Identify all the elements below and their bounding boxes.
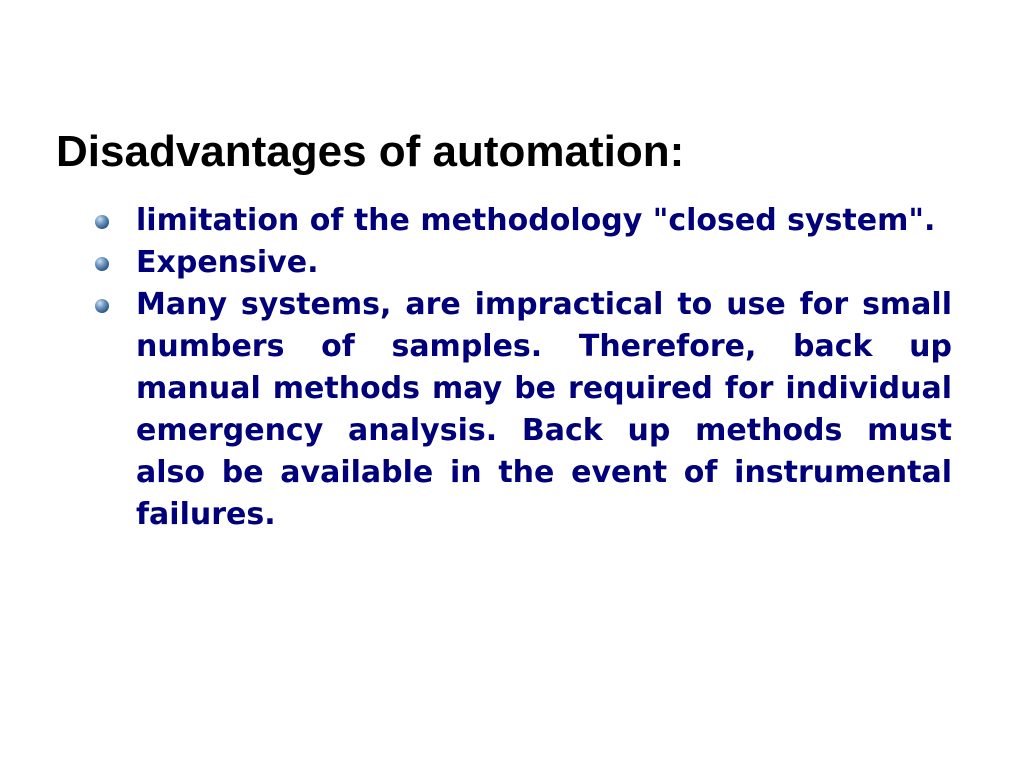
bullet-text: limitation of the methodology "closed system".: [136, 203, 936, 238]
bullet-sphere-icon: [95, 215, 109, 229]
bullet-sphere-icon: [95, 257, 109, 271]
bullet-item-closed-system: [90, 200, 952, 242]
bullet-text: Many systems, are impractical to use for small numbers of samples. Therefore, back up manual methods may be required for individual emergency analysis. Back up methods must also be available in the event of instrumental failures.: [136, 287, 952, 532]
bullet-sphere-icon: [95, 299, 109, 313]
slide-title: Disadvantages of automation:: [56, 127, 685, 176]
bullet-item-impractical: [90, 284, 952, 536]
bullet-item-expensive: [90, 242, 952, 284]
bullet-list: [90, 200, 952, 536]
bullet-text: Expensive.: [136, 245, 319, 280]
